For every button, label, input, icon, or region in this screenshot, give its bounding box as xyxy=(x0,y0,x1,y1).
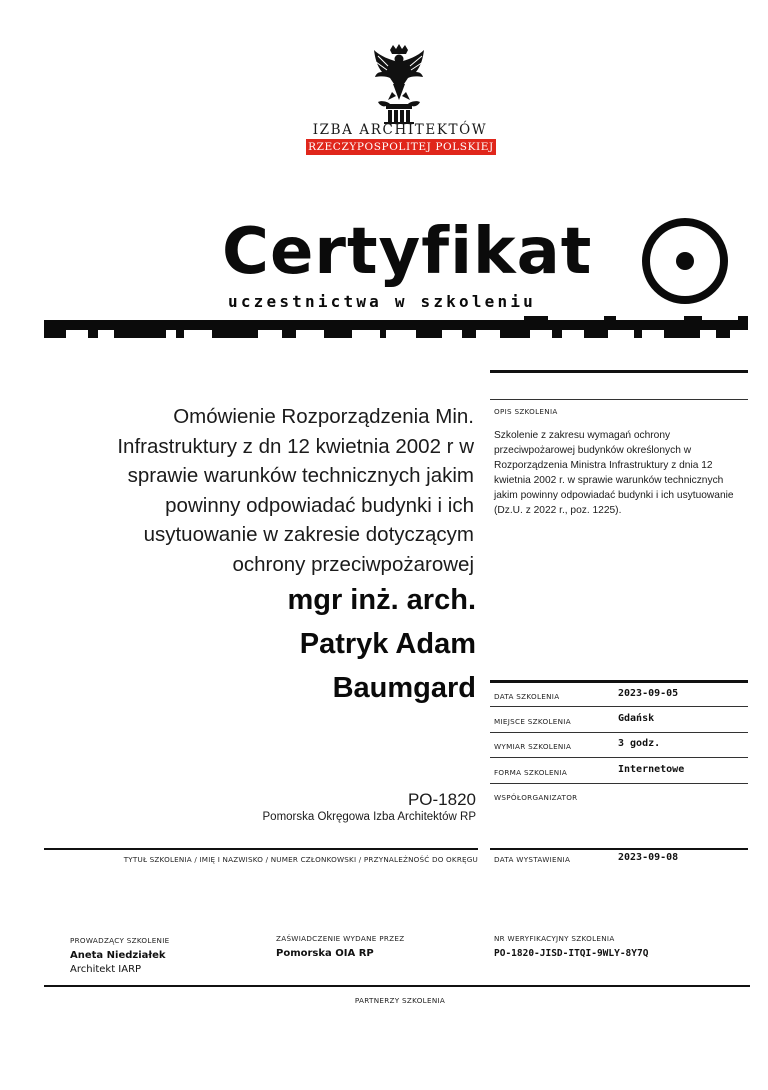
left-field-caption: TYTUŁ SZKOLENIA / IMIĘ I NAZWISKO / NUMER CZŁONKOWSKI / PRZYNALEŻNOŚĆ DO OKRĘGU xyxy=(123,855,478,864)
divider xyxy=(490,706,748,707)
date-label: DATA SZKOLENIA xyxy=(494,692,560,701)
training-title-line: powinny odpowiadać budynki i ich xyxy=(165,493,474,517)
divider xyxy=(490,399,748,400)
partners-label: PARTNERZY SZKOLENIA xyxy=(354,996,446,1005)
divider xyxy=(44,848,478,850)
verification-label: NR WERYFIKACYJNY SZKOLENIA xyxy=(494,934,615,943)
training-title xyxy=(60,402,474,579)
divider xyxy=(490,732,748,733)
duration-label: WYMIAR SZKOLENIA xyxy=(494,742,572,751)
certificate-title: Certyfikat xyxy=(222,215,593,289)
participant-name-line: Baumgard xyxy=(332,672,476,704)
member-number: PO-1820 xyxy=(407,790,476,809)
description-text: Szkolenie z zakresu wymagań ochrony przeciwpożarowej budynków określonych w Rozporządzenia Ministra Infrastruktury z dnia 12 kwietnia 2002 r. w sprawie warunków technicznych jakim powinny odpowiadać budynki i ich usytuowanie (Dz.U. z 2022 r., poz. 1225). xyxy=(494,430,734,516)
divider xyxy=(44,985,750,987)
place-value: Gdańsk xyxy=(618,713,655,724)
form-label: FORMA SZKOLENIA xyxy=(494,768,568,777)
date-value: 2023-09-05 xyxy=(618,688,679,699)
issue-date-label: DATA WYSTAWIENIA xyxy=(494,855,571,864)
divider xyxy=(490,848,748,850)
issuer-label: ZAŚWIADCZENIE WYDANE PRZEZ xyxy=(276,934,405,943)
training-title-line: Omówienie Rozporządzenia Min. xyxy=(173,405,474,428)
divider xyxy=(490,757,748,758)
issuer-name: Pomorska OIA RP xyxy=(276,948,374,959)
org-name-line2: RZECZYPOSPOLITEJ POLSKIEJ xyxy=(306,139,496,155)
divider xyxy=(490,680,748,683)
participant-name-line: Patryk Adam xyxy=(299,628,476,660)
lead-name: Aneta Niedziałek xyxy=(70,950,166,961)
coorganizer-label: WSPÓŁORGANIZATOR xyxy=(494,793,578,802)
divider xyxy=(490,370,748,373)
org-name-line1: IZBA ARCHITEKTÓW xyxy=(312,122,488,138)
duration-value: 3 godz. xyxy=(618,738,661,749)
form-value: Internetowe xyxy=(618,764,685,775)
training-title-line: Infrastruktury z dn 12 kwietnia 2002 r w xyxy=(117,434,474,458)
member-chamber: Pomorska Okręgowa Izba Architektów RP xyxy=(262,811,476,823)
divider xyxy=(490,783,748,784)
lead-role: Architekt IARP xyxy=(70,964,142,975)
training-title-line: ochrony przeciwpożarowej xyxy=(232,552,474,576)
decorative-barcode-band xyxy=(44,316,748,342)
participant-name xyxy=(120,578,476,710)
target-circle-icon xyxy=(641,217,729,305)
issue-date-value: 2023-09-08 xyxy=(618,852,679,863)
verification-code: PO-1820-JISD-ITQI-9WLY-8Y7Q xyxy=(494,948,649,959)
training-title-line: sprawie warunków technicznych jakim xyxy=(127,464,474,487)
place-label: MIEJSCE SZKOLENIA xyxy=(494,717,571,726)
description-caption: OPIS SZKOLENIA xyxy=(494,407,558,416)
eagle-emblem-icon xyxy=(368,44,430,124)
participant-name-line: mgr inż. arch. xyxy=(287,584,476,616)
lead-label: PROWADZĄCY SZKOLENIE xyxy=(70,936,170,945)
certificate-subtitle: uczestnictwa w szkoleniu xyxy=(228,292,536,311)
training-title-line: usytuowanie w zakresie dotyczącym xyxy=(143,523,474,546)
